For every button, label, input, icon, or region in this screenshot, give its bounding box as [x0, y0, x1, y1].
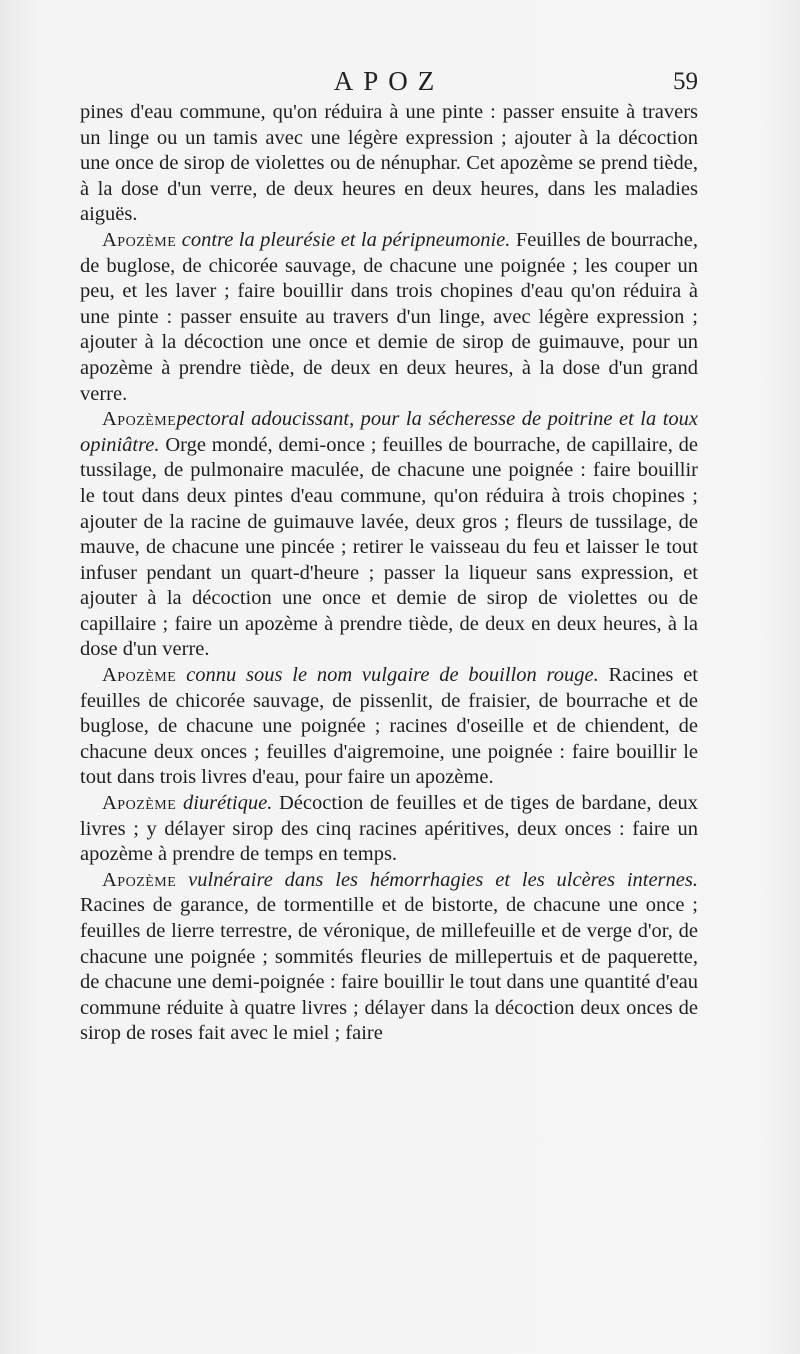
- entry-text: Racines et feuilles de chicorée sauvage, de pissenlit, de fraisier, de bourrache et de buglose, de chacune une poignée ; racines d'oseille et de chiendent, de chacune deux onces ; feuilles d'aigremoine, une poignée : faire bouillir le tout dans trois livres d'eau, pour faire un apozème.: [80, 664, 698, 789]
- entry-text: Racines de garance, de tormentille et de bistorte, de chacune une once ; feuilles de lierre terrestre, de véronique, de millefeuille et de verge d'or, de chacune une poignée ; sommités fleuries de millepertuis et de paquerette, de chacune une demi-poignée : faire bouillir le tout dans une quantité d'eau commune réduite à quatre livres ; délayer dans la décoction deux onces de sirop de roses fait avec le miel ; faire: [80, 894, 698, 1045]
- entry-text: Décoction de feuilles et de tiges de bardane, deux livres ; y délayer sirop des cinq racines apéritives, deux onces : faire un apozème à prendre de temps en temps.: [80, 792, 699, 866]
- entry-bouillon-rouge: [80, 663, 698, 791]
- entry-heading: Apozème: [102, 408, 177, 431]
- entry-heading: Apozème: [102, 664, 177, 687]
- entry-heading: Apozème: [102, 868, 177, 891]
- entry-vulneraire: [80, 868, 698, 1047]
- paragraph-text: pines d'eau commune, qu'on réduira à une pinte : passer ensuite à travers un linge ou un tamis avec une légère expression ; ajouter à la décoction une once de sirop de violettes ou de nénuphar. Cet apozème se prend tiède, à la dose d'un verre, de deux heures en deux heures, dans les maladies aiguës.: [80, 101, 698, 226]
- entry-subtitle: contre la pleurésie et la péripneumonie.: [181, 228, 511, 251]
- running-title: APOZ: [333, 66, 445, 96]
- entry-diuretique: [80, 791, 698, 868]
- entry-pleuresie: [80, 228, 698, 407]
- entry-heading: Apozème: [102, 228, 177, 251]
- entry-text: Orge mondé, demi-once ; feuilles de bourrache, de capillaire, de tussilage, de pulmonaire maculée, de chacune une poignée : faire bouillir le tout dans deux pintes d'eau commune, qu'on réduira à trois chopines ; ajouter de la racine de guimauve lavée, deux gros ; fleurs de tussilage, de mauve, de chacune une pincée ; retirer le vaisseau du feu et laisser le tout infuser pendant un quart-d'heure ; passer la liqueur sans expression, et ajouter à la décoction une once et demie de sirop de violettes ou de capillaire ; faire un apozème à prendre tiède, de deux en deux heures, à la dose d'un verre.: [80, 433, 698, 661]
- entry-pectoral: [80, 407, 698, 663]
- page-number: 59: [673, 68, 698, 95]
- entry-subtitle: connu sous le nom vulgaire de bouillon rouge.: [186, 664, 599, 687]
- running-head: [80, 66, 698, 100]
- paragraph-continuation: [80, 100, 698, 228]
- entry-subtitle: vulnéraire dans les hémorrhagies et les ulcères internes.: [188, 868, 698, 891]
- entry-text: Feuilles de bourrache, de buglose, de chicorée sauvage, de chacune une poignée ; les couper un peu, et les laver ; faire bouillir dans trois chopines d'eau qu'on réduira à une pinte : passer ensuite au travers d'un linge, avec légère expression ; ajouter à la décoction une once et demie de sirop de guimauve, pour un apozème à prendre tiède, de deux en deux heures, à la dose d'un grand verre.: [80, 228, 698, 405]
- entry-subtitle: diurétique.: [182, 792, 273, 815]
- body-text: [80, 100, 698, 1047]
- entry-heading: Apozème: [102, 792, 177, 815]
- entry-subtitle: pectoral adoucissant, pour la sécheresse de poitrine et la toux opiniâtre.: [80, 408, 698, 456]
